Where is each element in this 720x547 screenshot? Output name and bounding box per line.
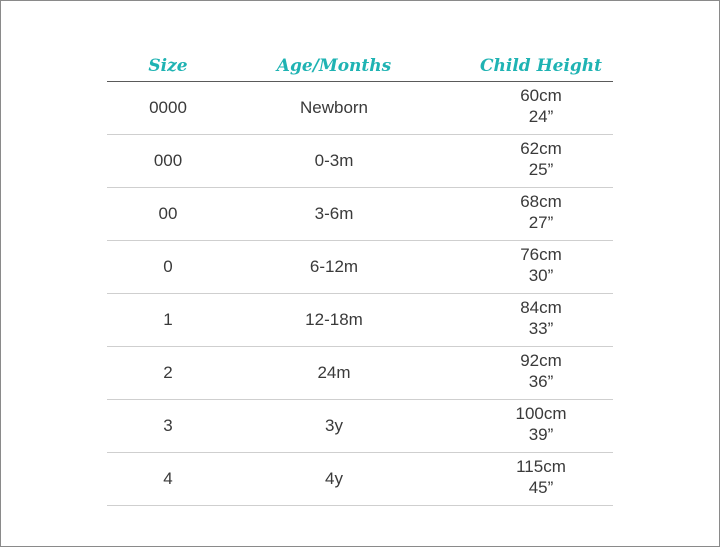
age-cell: 24m — [317, 363, 351, 382]
size-cell: 1 — [163, 310, 173, 329]
height-cell — [520, 239, 562, 291]
age-cell: Newborn — [299, 98, 369, 117]
height-cm: 115cm — [516, 457, 566, 476]
header-child-height: Child Height — [479, 56, 603, 76]
height-inches: 45” — [528, 478, 554, 497]
height-inches: 25” — [528, 160, 554, 179]
size-cell: 00 — [158, 204, 178, 223]
header-age-months: Age/Months — [276, 56, 392, 76]
table-row — [107, 241, 613, 294]
height-cm: 100cm — [515, 404, 567, 423]
size-cell: 0000 — [149, 98, 187, 117]
height-inches: 30” — [528, 266, 554, 285]
height-cm: 76cm — [520, 245, 562, 264]
age-cell: 4y — [325, 469, 343, 488]
height-cell — [520, 133, 562, 185]
height-inches: 33” — [528, 319, 554, 338]
size-cell: 000 — [153, 151, 183, 170]
height-inches: 36” — [528, 372, 554, 391]
height-cell — [515, 398, 566, 450]
size-cell: 0 — [163, 257, 173, 276]
age-cell: 3y — [325, 416, 343, 435]
table-row — [107, 188, 613, 241]
age-cell: 12-18m — [305, 310, 363, 329]
height-cell — [520, 292, 562, 344]
height-cm: 68cm — [520, 192, 562, 211]
height-inches: 27” — [528, 213, 554, 232]
age-cell: 6-12m — [309, 257, 359, 276]
height-inches: 39” — [528, 425, 554, 444]
table-row — [107, 82, 613, 135]
height-cm: 60cm — [520, 86, 562, 105]
table-row — [107, 400, 613, 453]
height-cell — [520, 186, 562, 238]
height-cell — [520, 80, 562, 132]
age-cell: 3-6m — [314, 204, 354, 223]
table-header — [107, 53, 613, 82]
size-cell: 4 — [163, 469, 173, 488]
size-cell: 2 — [163, 363, 173, 382]
height-cell — [516, 451, 566, 503]
table-row — [107, 347, 613, 400]
height-cell — [520, 345, 562, 397]
size-chart-table — [107, 53, 613, 506]
height-cm: 62cm — [520, 139, 562, 158]
height-inches: 24” — [528, 107, 554, 126]
table-row — [107, 135, 613, 188]
size-cell: 3 — [163, 416, 173, 435]
height-cm: 92cm — [520, 351, 562, 370]
header-size: Size — [148, 56, 188, 76]
height-cm: 84cm — [520, 298, 562, 317]
age-cell: 0-3m — [314, 151, 354, 170]
table-row — [107, 294, 613, 347]
table-row — [107, 453, 613, 506]
